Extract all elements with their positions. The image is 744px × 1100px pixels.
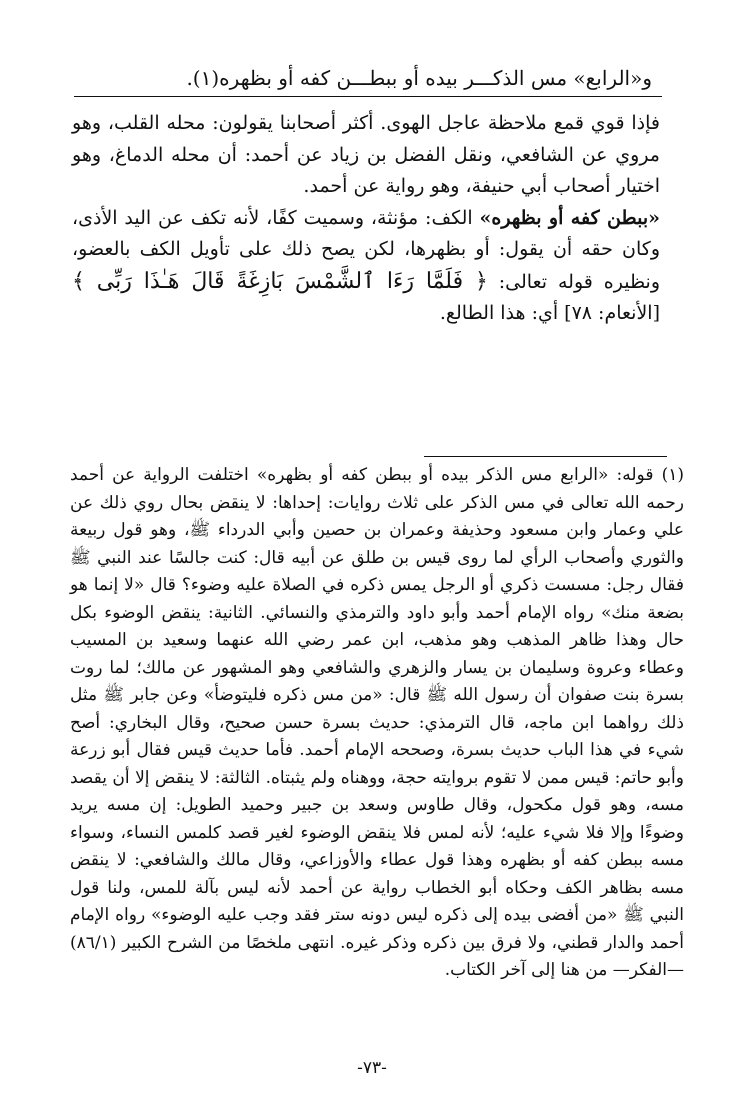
paragraph-1: فإذا قوي قمع ملاحظة عاجل الهوى. أكثر أصحابنا يقولون: محله القلب، وهو مروي عن الشافعي، ونقل الفضل بن زياد عن أحمد: أن محله الدماغ، وهو اختيار أصحاب أبي حنيفة، وهو رواية عن أحمد. bbox=[72, 112, 660, 197]
section-heading bbox=[70, 60, 652, 96]
page-number: -٧٣- bbox=[357, 1058, 387, 1078]
paragraph-2-text-b: [الأنعام: ٧٨] أي: هذا الطالع. bbox=[439, 302, 660, 324]
heading-rule bbox=[74, 96, 662, 97]
quran-verse: ﴿ فَلَمَّا رَءَا ٱلشَّمْسَ بَازِغَةً قَالَ هَـٰذَا رَبِّى ﴾ bbox=[72, 268, 488, 294]
paragraph-2 bbox=[72, 203, 660, 330]
heading-text: و«الرابع» مس الذكـــر بيده أو ببطـــن كفه أو بظهره(١). bbox=[186, 66, 652, 90]
main-text bbox=[72, 108, 660, 330]
footnote-text: (١) قوله: «الرابع مس الذكر بيده أو ببطن كفه أو بظهره» اختلفت الرواية عن أحمد رحمه الله تعالى في مس الذكر على ثلاث روايات: إحداها: لا ينقض بحال روي ذلك عن علي وعمار وابن مسعود وحذيفة وعمران بن حصين وأبي الدرداء ﷺ، وهو قول ربيعة والثوري وأصحاب الرأي لما روى قيس بن طلق عن أبيه قال: كنت جالسًا عند النبي ﷺ فقال رجل: مسست ذكري أو الرجل يمس ذكره في الصلاة عليه وضوء؟ قال «لا إنما هو بضعة منك» رواه الإمام أحمد وأبو داود والترمذي والنسائي. الثانية: ينقض الوضوء بكل حال وهذا ظاهر المذهب وهو مذهب، ابن عمر رضي الله عنهما وسعيد بن المسيب وعطاء وعروة وسليمان بن يسار والزهري والشافعي وهو المشهور عن مالك؛ لما روت بسرة بنت صفوان أن رسول الله ﷺ قال: «من مس ذكره فليتوضأ» وعن جابر ﷺ مثل ذلك رواهما ابن ماجه، قال الترمذي: حديث بسرة حسن صحيح، وقال البخاري: أصح شيء في هذا الباب حديث بسرة، وصححه الإمام أحمد. فأما حديث قيس فقال أبو زرعة وأبو حاتم: قيس ممن لا تقوم بروايته حجة، ووهناه ولم يثبتاه. الثالثة: لا ينقض إلا أن يقصد مسه، وهو قول مكحول، وقال طاوس وسعد بن جبير وحميد الطويل: إن مسه يريد وضوءًا وإلا فلا شيء عليه؛ لأنه لمس فلا ينقض الوضوء لغير قصد كلمس النساء، وسواء مسه ببطن كفه أو بظهره وهذا قول عطاء والأوزاعي، وقال مالك والشافعي: لا ينقض مسه بظاهر الكف وحكاه أبو الخطاب رواية عن أحمد لأنه ليس بآلة للمس، ولنا قول النبي ﷺ «من أفضى بيده إلى ذكره ليس دونه ستر فقد وجب عليه الوضوء» رواه الإمام أحمد والدار قطني، ولا فرق بين ذكره وذكر غيره. انتهى ملخصًا من الشرح الكبير (٨٦/١) —الفكر— من هنا إلى آخر الكتاب. bbox=[70, 465, 684, 980]
footnote bbox=[70, 462, 684, 985]
footnote-separator bbox=[424, 456, 667, 457]
term-heading: «ببطن كفه أو بظهره» bbox=[479, 206, 660, 229]
paragraph-2-text-a: الكف: مؤنثة، وسميت كفًا، لأنه تكف عن اليد الأذى، وكان حقه أن يقول: أو بظهرها، لكن يصح ذلك على تأويل الكف بالعضو، ونظيره قوله تعالى: bbox=[72, 206, 661, 293]
